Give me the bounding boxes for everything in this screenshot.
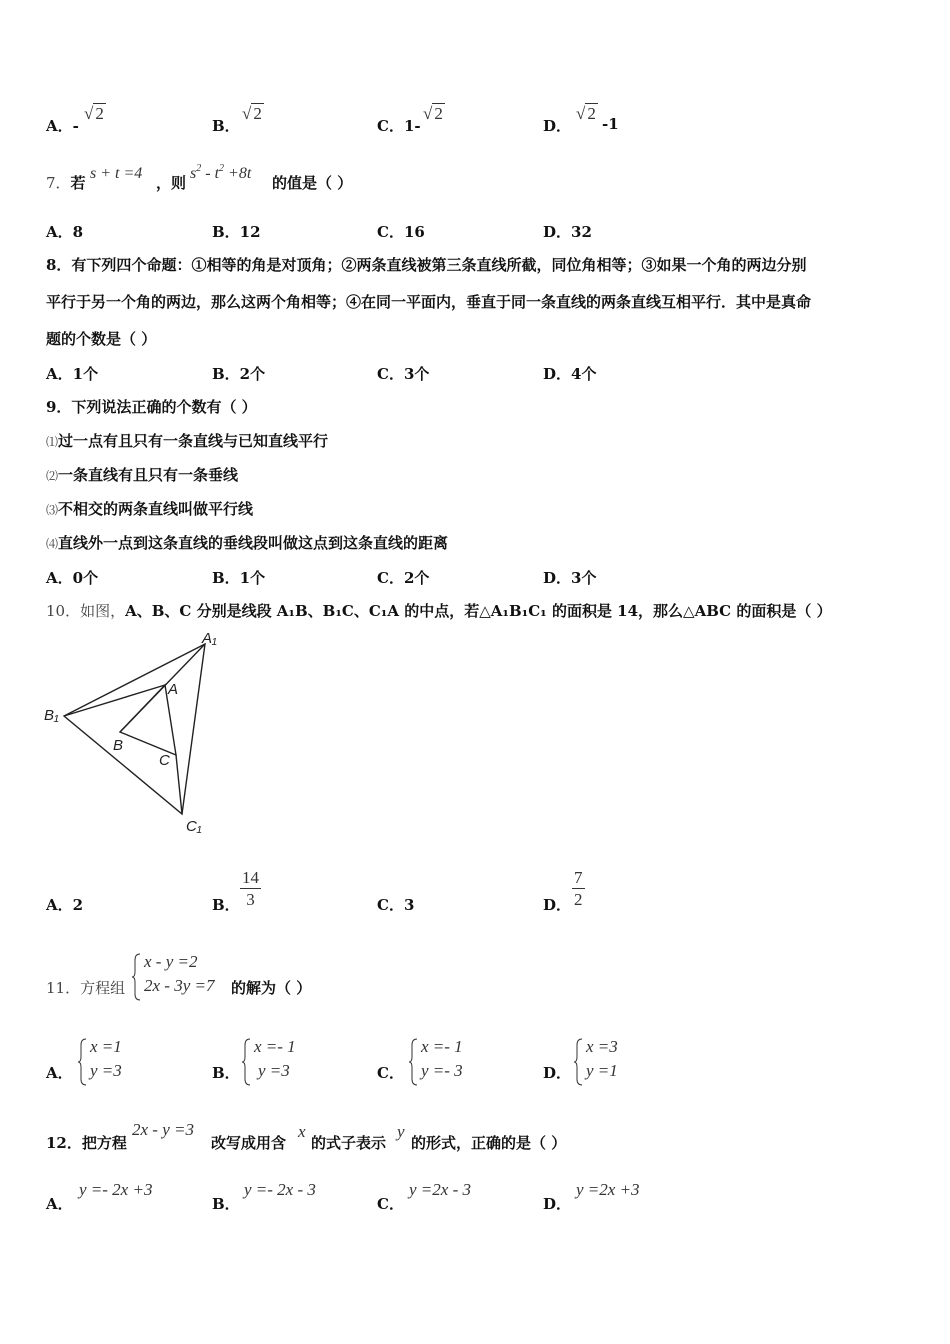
q10-option-a: A．2 xyxy=(46,896,84,914)
segment-c1-c xyxy=(176,755,182,814)
q6-option-d-sqrt: √ 2 xyxy=(576,104,596,123)
q11-option-a-system: x =1 y =3 xyxy=(78,1037,148,1087)
q8-line-1: 8．有下列四个命题：①相等的角是对顶角；②两条直线被第三条直线所截，同位角相等；③如果一个角的两边分别 xyxy=(46,256,807,274)
q12-pre: 12．把方程 xyxy=(46,1134,127,1152)
q6-option-a: A．- xyxy=(46,117,79,135)
q8-option-c: C．3个 xyxy=(377,365,430,383)
q7-mid: ，则 xyxy=(156,174,187,192)
q12-option-c: C． xyxy=(377,1195,404,1213)
outer-triangle xyxy=(64,644,205,814)
q7-post: 的值是（ ） xyxy=(272,174,353,192)
label-b: B xyxy=(113,737,124,754)
q6-option-c: C．1- xyxy=(377,117,421,135)
q11-option-c-system: x =- 1 y =- 3 xyxy=(409,1037,489,1087)
q9-option-a: A．0个 xyxy=(46,569,99,587)
q6-option-b: B． xyxy=(212,117,240,135)
q8-option-d: D．4个 xyxy=(543,365,597,383)
q11-option-c: C． xyxy=(377,1064,404,1082)
q12-option-c-expr: y =2x - 3 xyxy=(409,1180,471,1199)
q12-post: 的形式，正确的是（ ） xyxy=(411,1134,567,1152)
q9-item-4: ⑷直线外一点到这条直线的垂线段叫做这点到这条直线的距离 xyxy=(46,534,449,552)
q11-system: x - y =2 2x - 3y =7 xyxy=(132,952,232,1002)
q12-option-a-expr: y =- 2x +3 xyxy=(79,1180,153,1199)
q9-option-c: C．2个 xyxy=(377,569,430,587)
q6-option-b-sqrt: √ 2 xyxy=(242,104,262,123)
q8-option-b: B．2个 xyxy=(212,365,266,383)
q7-option-b: B．12 xyxy=(212,223,261,241)
q7-option-c: C．16 xyxy=(377,223,425,241)
q6-option-d-post: -1 xyxy=(602,115,619,133)
q6-option-c-sqrt: √ 2 xyxy=(423,104,443,123)
q12-var-x: x xyxy=(298,1122,306,1141)
q7-number: 7．若 xyxy=(46,174,86,192)
q10-option-d-fraction: $\frac{7}{2}$ xyxy=(574,868,583,909)
segment-a1-b xyxy=(120,644,205,732)
q9-item-3: ⑶不相交的两条直线叫做平行线 xyxy=(46,500,254,518)
q10-option-b-fraction: $\frac{14}{3}$ xyxy=(242,868,259,909)
q7-option-d: D．32 xyxy=(543,223,592,241)
q11-option-b-system: x =- 1 y =3 xyxy=(242,1037,322,1087)
q12-option-b-expr: y =- 2x - 3 xyxy=(244,1180,316,1199)
q11-option-d-system: x =3 y =1 xyxy=(574,1037,644,1087)
q10-option-c: C．3 xyxy=(377,896,415,914)
q10-option-b: B． xyxy=(212,896,240,914)
q8-line-2: 平行于另一个角的两边，那么这两个角相等；④在同一平面内，垂直于同一条直线的两条直线互相平行．其中是真命 xyxy=(46,293,812,311)
q10-triangle-figure xyxy=(40,628,270,838)
q6-option-a-sqrt: √ 2 xyxy=(84,104,104,123)
q11-number: 11．方程组 xyxy=(46,979,126,997)
q11-option-a: A． xyxy=(46,1064,73,1082)
q9-option-d: D．3个 xyxy=(543,569,597,587)
q6-option-d: D． xyxy=(543,117,572,135)
q12-option-a: A． xyxy=(46,1195,73,1213)
q12-equation: 2x - y =3 xyxy=(132,1120,194,1139)
q12-option-d: D． xyxy=(543,1195,572,1213)
label-c: C xyxy=(159,752,170,769)
q10-stem: 10．如图，A、B、C 分别是线段 A₁B、B₁C、C₁A 的中点，若△A₁B₁C₁ 的面积是 14，那么△ABC 的面积是（ ） xyxy=(46,602,832,620)
q8-line-3: 题的个数是（ ） xyxy=(46,330,157,348)
q12-option-b: B． xyxy=(212,1195,240,1213)
q9-item-2: ⑵一条直线有且只有一条垂线 xyxy=(46,466,239,484)
q12-var-y: y xyxy=(397,1122,405,1141)
q7-option-a: A．8 xyxy=(46,223,84,241)
q9-stem: 9．下列说法正确的个数有（ ） xyxy=(46,398,257,416)
q10-option-d: D． xyxy=(543,896,572,914)
label-a1: A₁ xyxy=(202,630,217,647)
label-b1: B₁ xyxy=(44,707,59,724)
q7-condition: s + t =4 xyxy=(90,165,143,182)
q12-mid1: 改写成用含 xyxy=(211,1134,287,1152)
q12-mid2: 的式子表示 xyxy=(311,1134,387,1152)
q11-post: 的解为（ ） xyxy=(231,979,312,997)
q11-option-b: B． xyxy=(212,1064,240,1082)
q12-option-d-expr: y =2x +3 xyxy=(576,1180,640,1199)
label-a: A xyxy=(168,681,179,698)
q11-option-d: D． xyxy=(543,1064,572,1082)
label-c1: C₁ xyxy=(186,818,202,835)
q9-option-b: B．1个 xyxy=(212,569,266,587)
q9-item-1: ⑴过一点有且只有一条直线与已知直线平行 xyxy=(46,432,329,450)
q7-expression: $s^2 - t^2 +8t$ xyxy=(190,163,252,182)
q8-option-a: A．1个 xyxy=(46,365,99,383)
